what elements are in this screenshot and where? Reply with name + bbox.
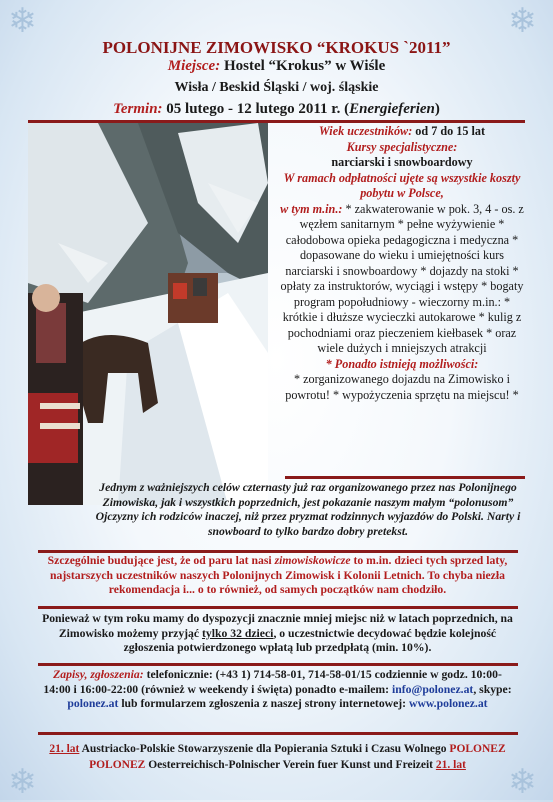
paragraph-availability [40, 612, 515, 656]
snowflake-icon: ❄ [8, 1, 37, 41]
website-link[interactable]: www.polonez.at [409, 697, 488, 710]
paragraph-contact [40, 668, 515, 712]
courses-value: narciarski i snowboardowy [331, 155, 473, 169]
p3-text-c: , o uczestnictwie decydować będzie kolejność zgłoszenia potwierdzonego wpłatą lub przedpłatą (min. 10%). [123, 626, 497, 654]
brand-name: POLONEZ [89, 759, 146, 771]
age-label: Wiek uczestników: [318, 124, 413, 138]
courses-label: Kursy specjalistyczne: [346, 139, 458, 154]
place-value: Hostel “Krokus” w Wiśle [220, 58, 386, 74]
divider [38, 663, 518, 666]
snowflake-icon: ❄ [8, 762, 37, 802]
age-line [276, 124, 528, 140]
footer-line-1 [30, 741, 525, 757]
paragraph-recommendation [40, 554, 515, 598]
sleigh-ride-winter-photo [28, 123, 268, 505]
contact-text-c: lub formularzem zgłoszenia z naszej strony internetowej: [118, 697, 409, 710]
included-intro: W ramach odpłatności ujęte są wszystkie koszty pobytu w Polsce, [283, 170, 521, 200]
footer-org-de: Oesterreichisch-Polnischer Verein fuer Kunst und Freizeit [145, 759, 436, 771]
term-note: Energieferien [349, 101, 435, 117]
divider [38, 732, 518, 735]
contact-label: Zapisy, zgłoszenia: [53, 668, 144, 681]
details-column [276, 124, 528, 403]
snowflake-icon: ❄ [508, 762, 537, 802]
anniversary-badge: 21. lat [435, 759, 466, 771]
p3-text-a: Ponieważ w tym roku mamy do dyspozycji znacznie mniej miejsc niż w latach poprzednich, na Zimowisko możemy przyjąć [42, 612, 513, 640]
footer-org-pl: Austriacko-Polskie Stowarzyszenie dla Popierania Sztuki i Czasu Wolnego [79, 743, 450, 755]
term-value: 05 lutego - 12 lutego 2011 r. ( [162, 101, 350, 117]
term-close: ) [434, 101, 440, 117]
included-text: * zakwaterowanie w pok. 3, 4 - os. z węzłem sanitarnym * pełne wyżywienie * całodobowa opieka pedagogiczna i medyczna * dopasowane do wieku i umiejętności kurs narciarski i snowboardowy * dojazdy na stoki * opłaty za instruktorów, wyciągi i wstępy * bogaty program popołudniowy - wieczorny m.in.: * krótkie i dłuższe wycieczki autokarowe * kulig z pochodniami oraz pieczeniem kiełbasek * oraz wiele dużych i mniejszych atrakcji [280, 201, 524, 355]
region-line: Wisła / Beskid Śląski / woj. śląskie [174, 80, 379, 95]
email-link[interactable]: info@polonez.at [391, 682, 474, 696]
contact-text-b: , skype: [473, 682, 512, 696]
included-line [276, 202, 528, 357]
page-title: POLONIJNE ZIMOWISKO “KROKUS `2011” [102, 38, 451, 57]
place-line [0, 58, 553, 75]
divider [38, 550, 518, 553]
contact-text-a: telefonicznie: (+43 1) 714-58-01, 714-58-01/15 codziennie w godz. 10:00-14:00 i 16:00-22:00 (również w weekendy i święta) ponadto e-mailem: [43, 668, 502, 696]
p2-text-b: zimowiskowicze [274, 554, 351, 567]
extra-label: * Ponadto istnieją możliwości: [325, 356, 479, 371]
age-value: od 7 do 15 lat [412, 124, 486, 138]
brand-name: POLONEZ [449, 743, 506, 755]
divider [285, 476, 525, 479]
place-label: Miejsce: [167, 58, 221, 74]
p2-text-c: to m.in. dzieci tych sprzed laty, najstarszych uczestników naszych Polonijnych Zimowisk i Kolonii Letnich. To chyba niezła rekomendacja i... o to również, od samych początków nam chodziło. [50, 554, 508, 596]
extra-text: * zorganizowanego dojazdu na Zimowisko i powrotu! * wypożyczenia sprzętu na miejscu! * [285, 372, 519, 402]
anniversary-badge: 21. lat [49, 743, 80, 755]
term-label: Termin: [113, 101, 163, 117]
divider [38, 606, 518, 609]
paragraph-goals: Jednym z ważniejszych celów czternasty już raz organizowanego przez nas Polonijnego Zimowiska, jak i wszystkich poprzednich, jest pokazanie naszym małym “polonusom” Ojczyzny ich rodziców inaczej, niż przez pryzmat rodzinnych wyjazdów do Polski. Narty i snowboard to tylko bardzo dobry pretekst. [95, 481, 521, 538]
footer-line-2 [30, 757, 525, 773]
skype-link[interactable]: polonez.at [67, 697, 119, 710]
p2-text-a: Szczególnie budujące jest, że od paru lat nasi [47, 554, 275, 567]
snowflake-icon: ❄ [508, 1, 537, 41]
term-line [0, 101, 553, 118]
footer [30, 741, 525, 773]
included-label: w tym m.in.: [280, 201, 343, 216]
p3-text-b: tylko 32 dzieci [202, 626, 274, 640]
